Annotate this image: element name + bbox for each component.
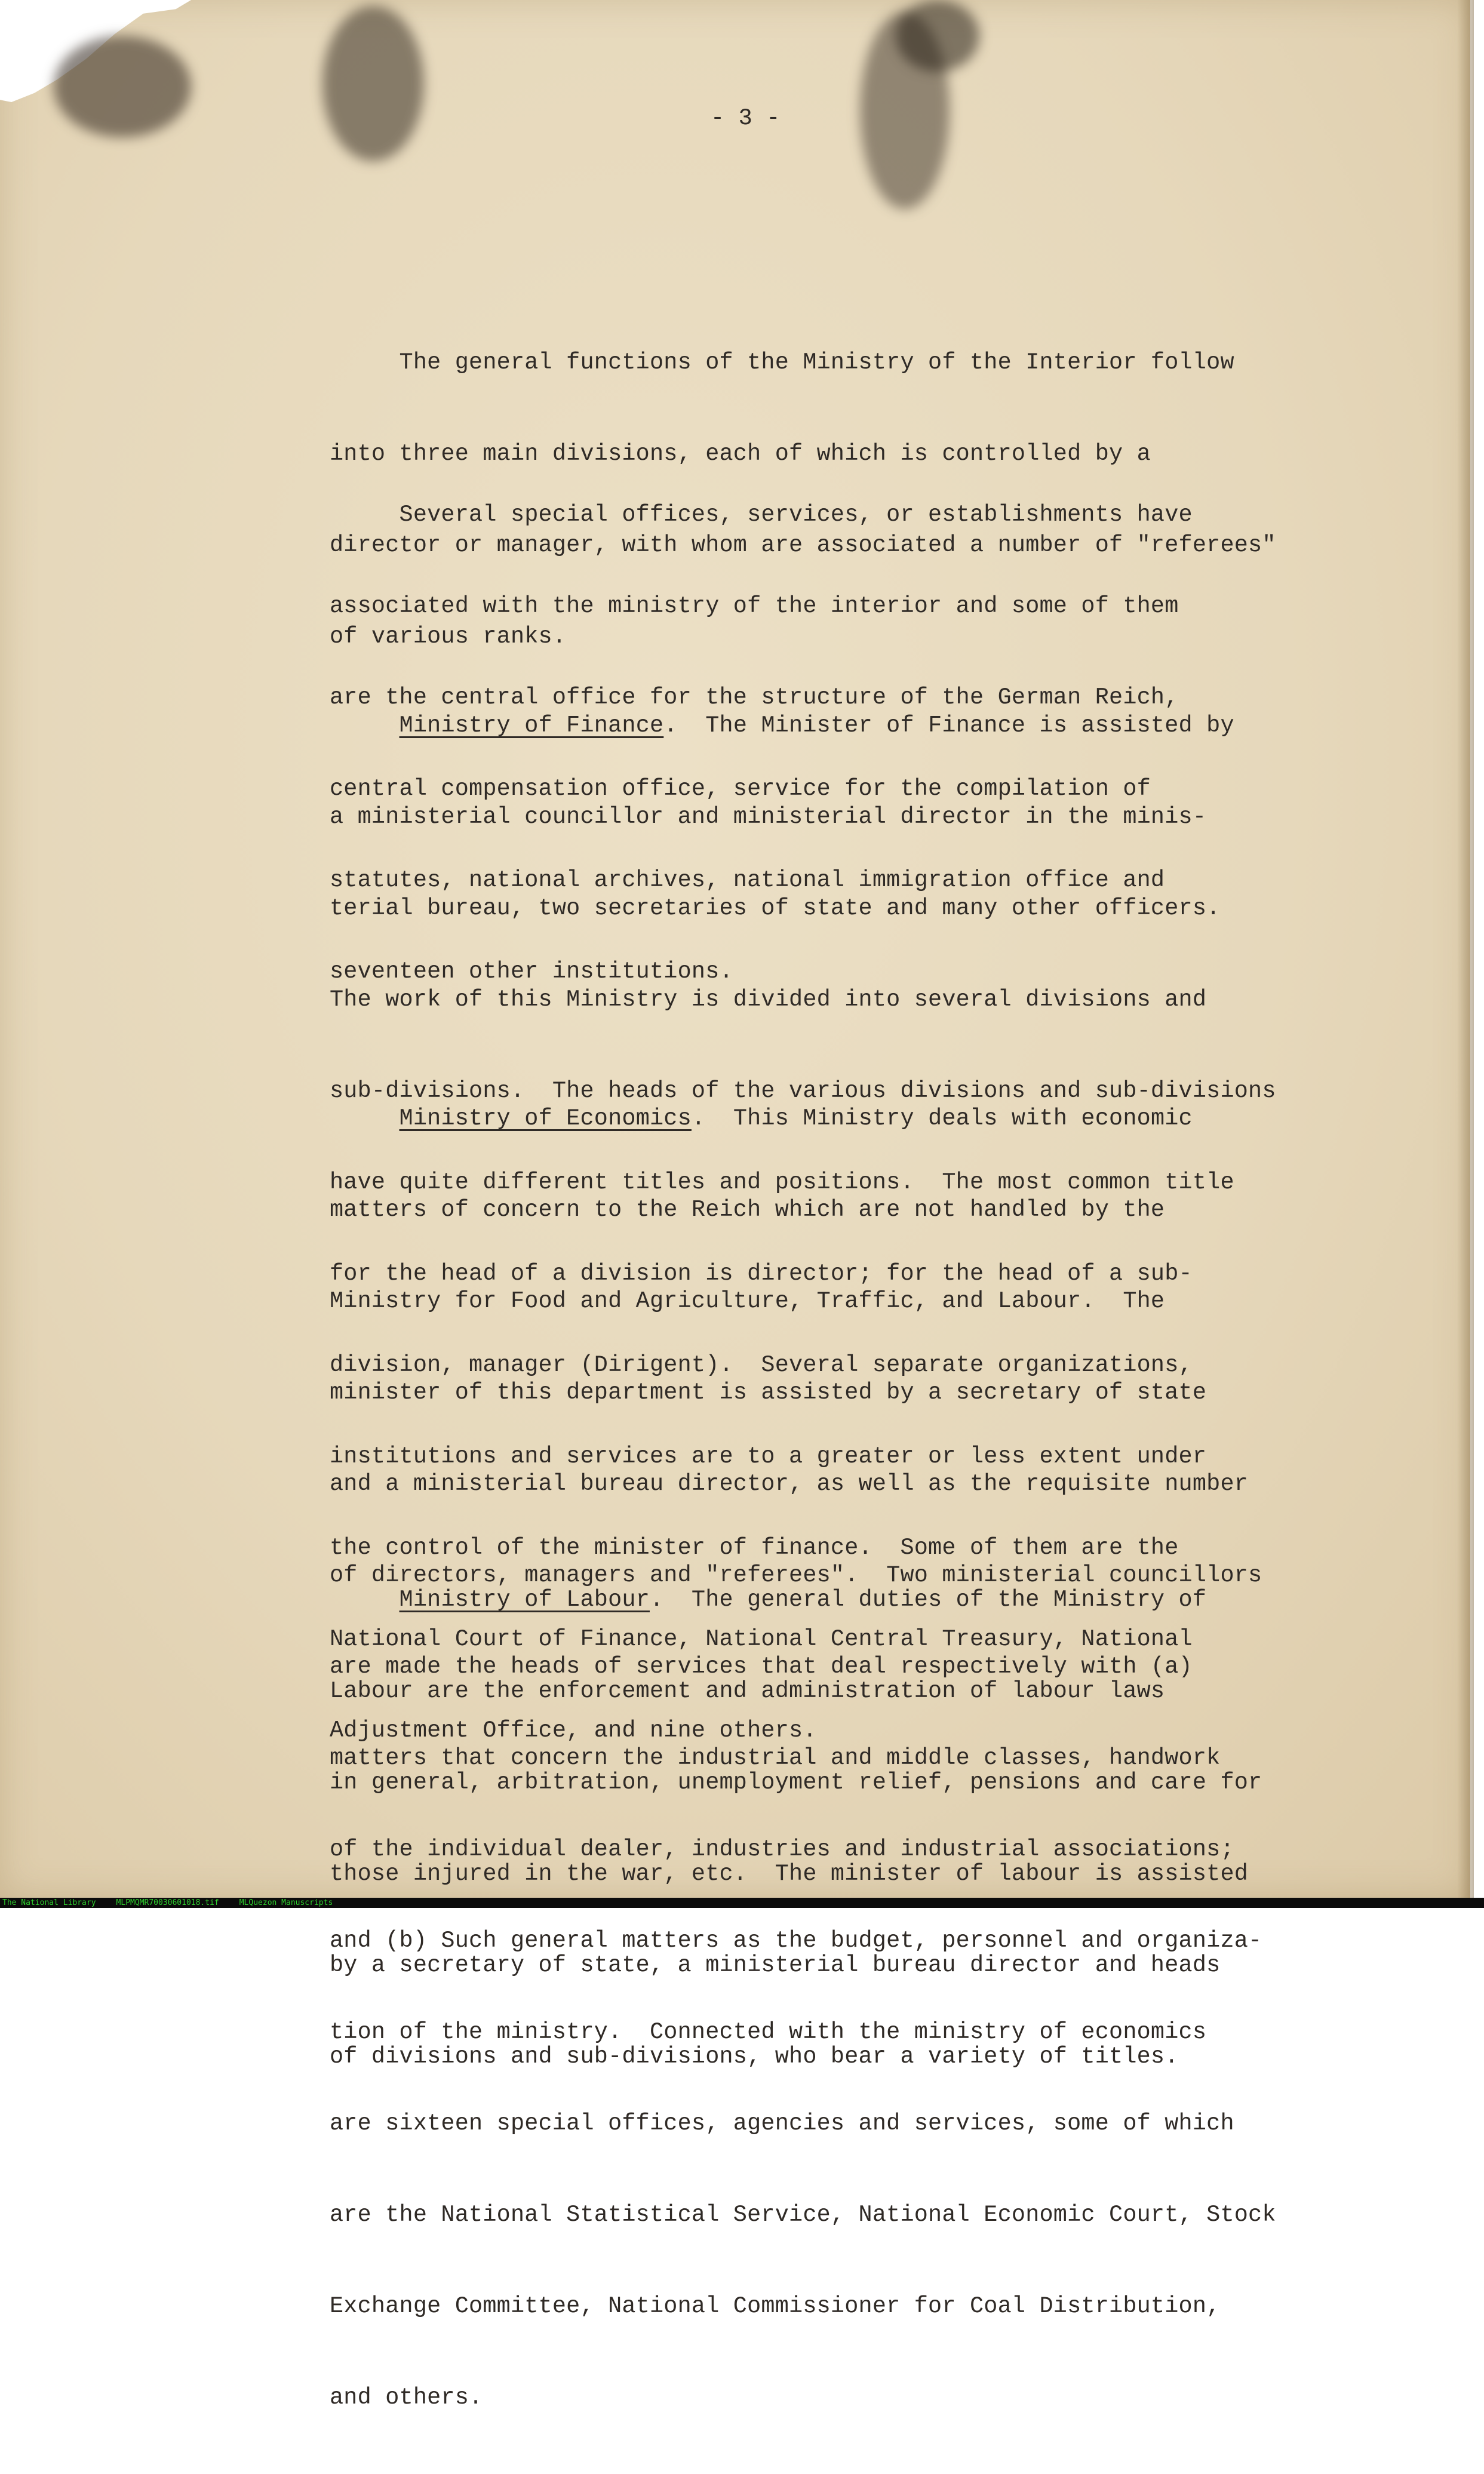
text-line: The general functions of the Ministry of the Interior follow bbox=[330, 349, 1234, 376]
heading-continuation: . The general duties of the Ministry of bbox=[650, 1587, 1207, 1613]
file-name: MLPMQMR70030601018.tif bbox=[116, 1898, 219, 1907]
text-line: into three main divisions, each of which is controlled by a bbox=[330, 441, 1151, 467]
collection-name: MLQuezon Manuscripts bbox=[239, 1898, 333, 1907]
text-line: those injured in the war, etc. The minister of labour is assisted bbox=[330, 1861, 1249, 1887]
text-line: and others. bbox=[330, 2384, 483, 2411]
text-line: in general, arbitration, unemployment relief, pensions and care for bbox=[330, 1769, 1262, 1796]
text-line: associated with the ministry of the interior and some of them bbox=[330, 593, 1179, 619]
text-line: of divisions and sub-divisions, who bear a variety of titles. bbox=[330, 2043, 1179, 2070]
text-line: minister of this department is assisted by a secretary of state bbox=[330, 1379, 1207, 1406]
text-line: and a ministerial bureau director, as well as the requisite number bbox=[330, 1471, 1249, 1497]
text-line bbox=[330, 1104, 1276, 1134]
page-number: - 3 - bbox=[711, 105, 781, 131]
heading-continuation: . This Ministry deals with economic bbox=[691, 1105, 1193, 1132]
section-heading-economics: Ministry of Economics bbox=[399, 1105, 692, 1132]
library-name: The National Library bbox=[2, 1898, 96, 1907]
text-line: of directors, managers and "referees". Two ministerial councillors bbox=[330, 1562, 1262, 1588]
text-line: for the head of a division is director; for the head of a sub- bbox=[330, 1261, 1193, 1287]
text-line: sub-divisions. The heads of the various divisions and sub-divisions bbox=[330, 1078, 1276, 1104]
scan-info-bar bbox=[0, 1898, 1484, 1908]
text-line: matters that concern the industrial and middle classes, handwork bbox=[330, 1745, 1221, 1771]
heading-continuation: . The Minister of Finance is assisted by bbox=[663, 712, 1234, 739]
text-line: matters of concern to the Reich which are not handled by the bbox=[330, 1197, 1165, 1223]
page-edge-shadow bbox=[1457, 0, 1474, 1898]
text-line: terial bureau, two secretaries of state and many other officers. bbox=[330, 895, 1221, 921]
text-line: are sixteen special offices, agencies and services, some of which bbox=[330, 2110, 1234, 2137]
section-heading-finance: Ministry of Finance bbox=[399, 712, 664, 739]
text-line: a ministerial councillor and ministerial director in the minis- bbox=[330, 804, 1207, 830]
text-line: are the central office for the structure of the German Reich, bbox=[330, 684, 1179, 711]
text-line bbox=[330, 1585, 1262, 1615]
text-line: are the National Statistical Service, National Economic Court, Stock bbox=[330, 2202, 1276, 2228]
text-line: by a secretary of state, a ministerial bureau director and heads bbox=[330, 1952, 1221, 1978]
text-line: central compensation office, service for the compilation of bbox=[330, 776, 1151, 802]
text-line: Ministry for Food and Agriculture, Traffic, and Labour. The bbox=[330, 1288, 1165, 1314]
text-line: seventeen other institutions. bbox=[330, 958, 733, 985]
text-line: Exchange Committee, National Commissioner for Coal Distribution, bbox=[330, 2293, 1221, 2319]
section-heading-labour: Ministry of Labour bbox=[399, 1587, 650, 1613]
text-line: The work of this Ministry is divided into several divisions and bbox=[330, 986, 1207, 1013]
text-line: of the individual dealer, industries and industrial associations; bbox=[330, 1836, 1234, 1863]
paragraph-ministry-of-labour bbox=[330, 1524, 1262, 2133]
ink-stain bbox=[54, 36, 191, 137]
text-line bbox=[330, 711, 1276, 741]
text-line: statutes, national archives, national immigration office and bbox=[330, 867, 1165, 893]
text-line: division, manager (Dirigent). Several separate organizations, bbox=[330, 1352, 1193, 1378]
text-line: have quite different titles and positions. The most common title bbox=[330, 1169, 1234, 1195]
text-line: and (b) Such general matters as the budget, personnel and organiza- bbox=[330, 1928, 1262, 1954]
text-line: Labour are the enforcement and administration of labour laws bbox=[330, 1678, 1165, 1704]
ink-stain bbox=[896, 0, 979, 72]
text-line: of various ranks. bbox=[330, 623, 567, 650]
text-line: tion of the ministry. Connected with the ministry of economics bbox=[330, 2019, 1207, 2045]
text-line: institutions and services are to a greater or less extent under bbox=[330, 1443, 1207, 1470]
text-line: National Court of Finance, National Central Treasury, National bbox=[330, 1626, 1193, 1652]
text-line: director or manager, with whom are associated a number of "referees" bbox=[330, 532, 1276, 558]
text-line: are made the heads of services that deal respectively with (a) bbox=[330, 1654, 1193, 1680]
text-line: the control of the minister of finance. Some of them are the bbox=[330, 1535, 1179, 1561]
text-line: Adjustment Office, and nine others. bbox=[330, 1717, 817, 1744]
text-line: Several special offices, services, or establishments have bbox=[330, 502, 1193, 528]
ink-stain bbox=[322, 6, 424, 161]
